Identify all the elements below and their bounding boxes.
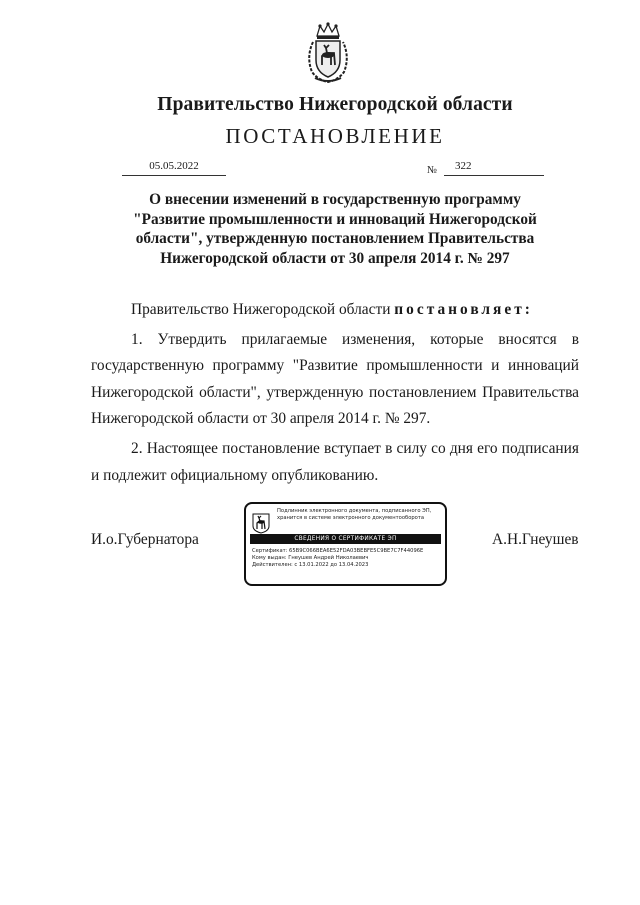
- document-type: ПОСТАНОВЛЕНИЕ: [225, 124, 445, 148]
- deer-emblem-icon: [252, 512, 270, 534]
- electronic-signature-stamp: [244, 502, 447, 586]
- stamp-certificate-bar: СВЕДЕНИЯ О СЕРТИФИКАТЕ ЭП: [250, 534, 441, 544]
- stamp-header-line: хранится в системе электронного документооборота: [277, 515, 425, 521]
- stamp-certificate-owner: Кому выдан: Гнеушев Андрей Николаевич: [252, 555, 369, 561]
- stamp-certificate-validity: Действителен: с 13.01.2022 до 13.04.2023: [252, 562, 369, 568]
- decree-lead-text: Правительство Нижегородской области: [131, 301, 391, 318]
- paragraph-1: 1. Утвердить прилагаемые изменения, которые вносятся в государственную программу "Развитие промышленности и инноваций Нижегородской области", утвержденную постановлением Правительства Нижегородской области от 30 апреля 2014 г. № 297.: [91, 330, 579, 428]
- decree-lead: [91, 297, 579, 324]
- stamp-certificate-id: Сертификат: 65B9C066BEA6E52FDA03BEBFE5C9BE7C7F44096E: [252, 548, 424, 554]
- registration-number-underline: [444, 175, 544, 176]
- document-body: [91, 297, 579, 489]
- government-name: Правительство Нижегородской области: [157, 94, 513, 115]
- title-line: области", утвержденную постановлением Правительства: [135, 230, 535, 248]
- title-line: Нижегородской области от 30 апреля 2014 г. № 297: [160, 250, 510, 268]
- registration-number-sign: №: [427, 165, 438, 176]
- signatory-name: А.Н.Гнеушев: [492, 531, 579, 548]
- stamp-certificate-info: [252, 548, 444, 569]
- title-line: "Развитие промышленности и инноваций Нижегородской: [133, 210, 537, 228]
- registration-date: 05.05.2022: [149, 160, 199, 172]
- document-title: [100, 190, 570, 269]
- stamp-header-text: [277, 508, 445, 522]
- registration-date-underline: [122, 175, 226, 176]
- signatory-position: И.о.Губернатора: [91, 531, 199, 548]
- decree-word: постановляет:: [394, 301, 533, 318]
- registration-number: 322: [455, 160, 472, 172]
- nizhny-novgorod-coat-of-arms-icon: [303, 22, 353, 84]
- paragraph-2: 2. Настоящее постановление вступает в силу со дня его подписания и подлежит официальному опубликованию.: [91, 439, 579, 484]
- stamp-header-line: Подлинник электронного документа, подписанного ЭП,: [277, 508, 432, 514]
- title-line: О внесении изменений в государственную программу: [149, 191, 521, 208]
